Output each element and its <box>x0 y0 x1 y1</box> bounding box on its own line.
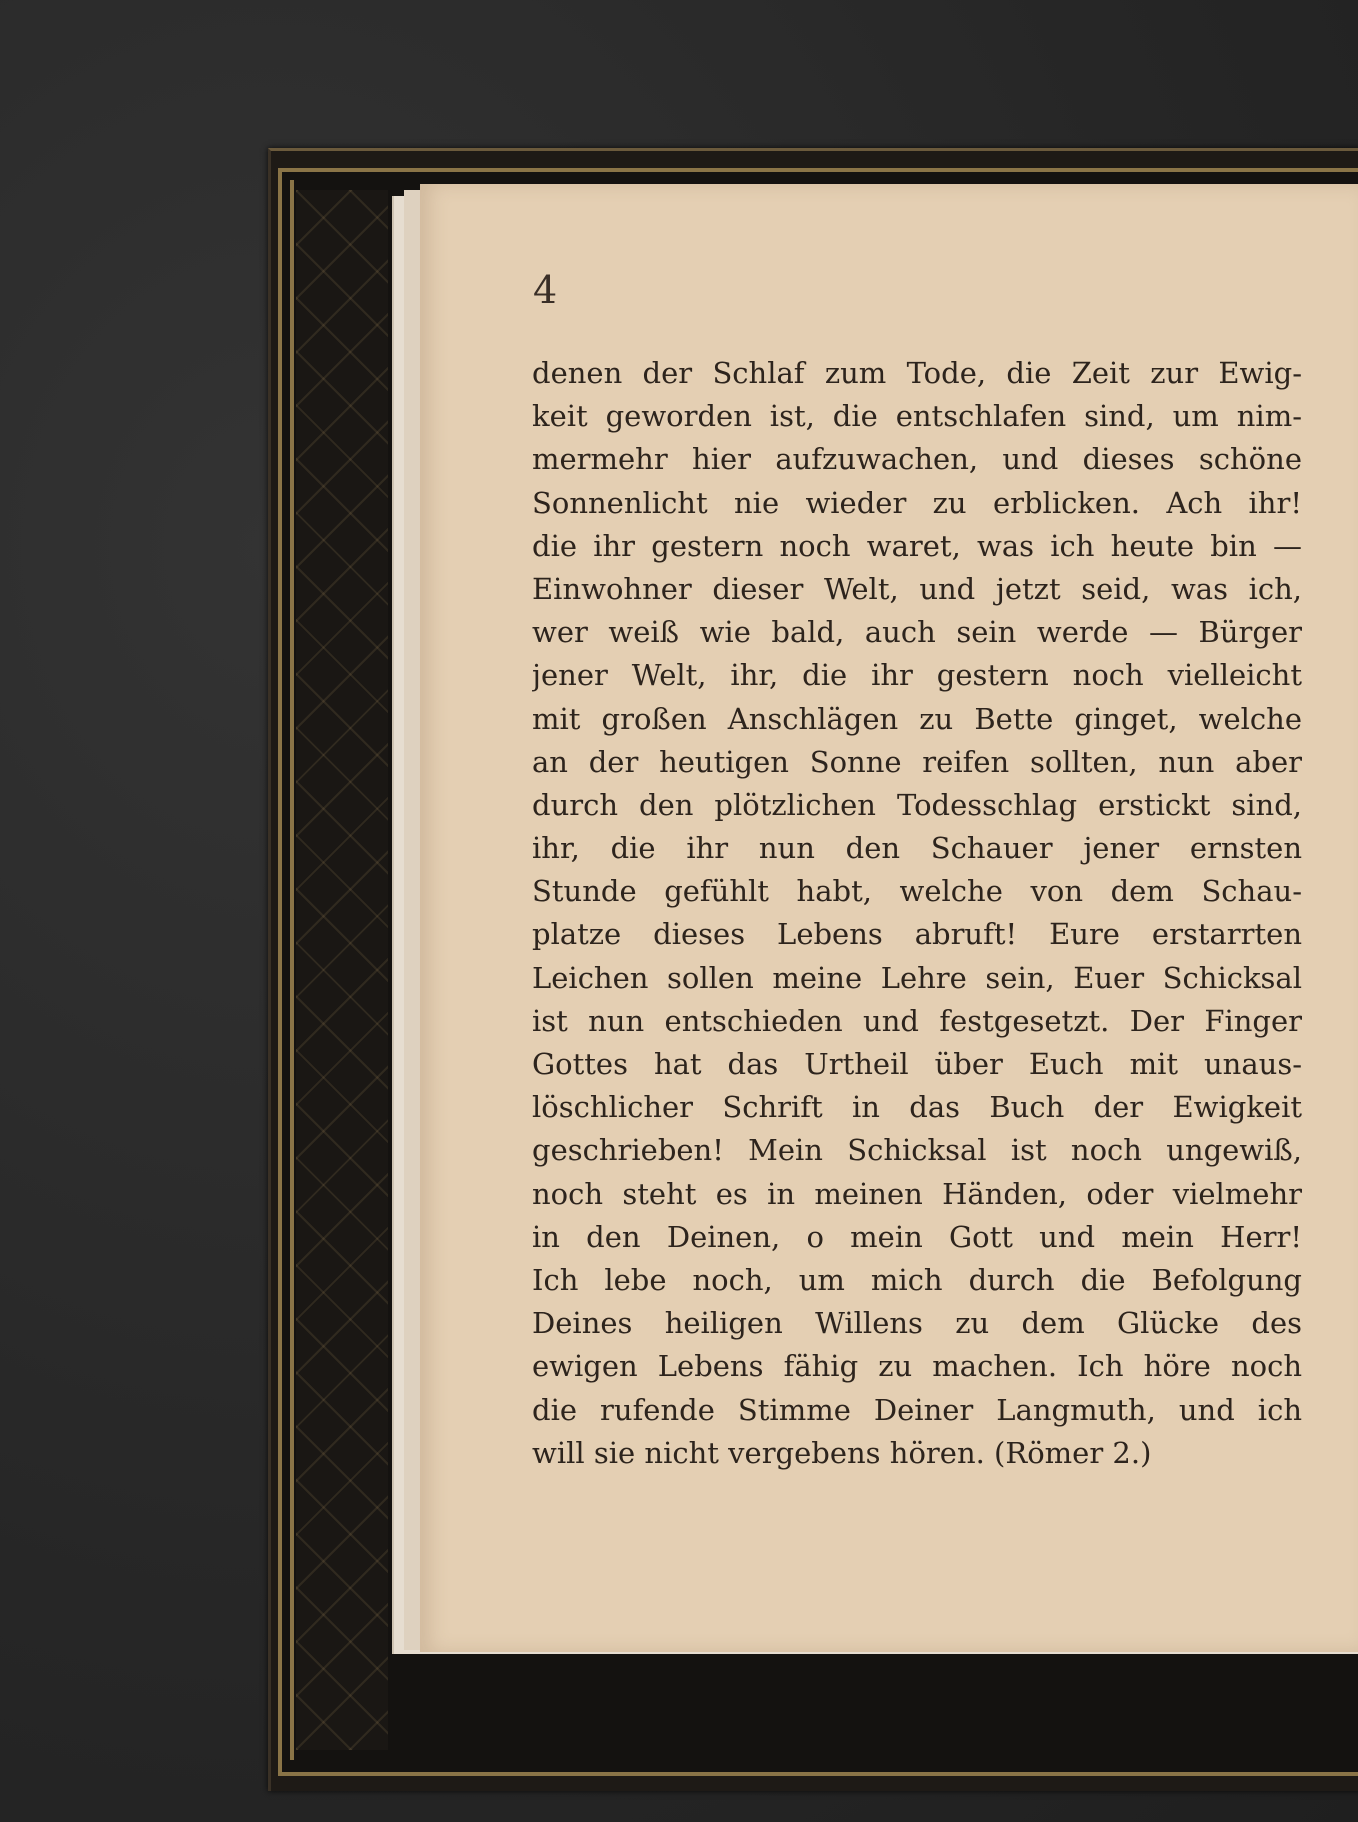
page-number: 4 <box>533 268 558 312</box>
text-line: wer weiß wie bald, auch sein werde — Bürger <box>532 615 1302 650</box>
text-line: Einwohner dieser Welt, und jetzt seid, was ich, <box>532 571 1302 606</box>
text-line: jener Welt, ihr, die ihr gestern noch vielleicht <box>532 658 1302 693</box>
text-line: an der heutigen Sonne reifen sollten, nun aber <box>532 744 1302 779</box>
text-line: mit großen Anschlägen zu Bette ginget, welche <box>532 701 1302 736</box>
text-line: will sie nicht vergebens hören. (Römer 2.) <box>532 1435 1152 1470</box>
cover-ornament-pattern <box>296 190 388 1750</box>
text-line: ewigen Lebens fähig zu machen. Ich höre noch <box>532 1349 1302 1384</box>
text-line: in den Deinen, o mein Gott und mein Herr! <box>532 1219 1302 1254</box>
text-line: durch den plötzlichen Todesschlag erstickt sind, <box>532 787 1302 822</box>
text-line: Stunde gefühlt habt, welche von dem Schau- <box>532 874 1302 909</box>
text-line: ist nun entschieden und festgesetzt. Der Finger <box>532 1003 1302 1038</box>
text-line: noch steht es in meinen Händen, oder vielmehr <box>532 1176 1302 1211</box>
text-line: platze dieses Lebens abruft! Eure erstarrten <box>532 917 1302 952</box>
text-line: ihr, die ihr nun den Schauer jener ernsten <box>532 831 1302 866</box>
text-line: mermehr hier aufzuwachen, und dieses schöne <box>532 442 1302 477</box>
text-line: Deines heiligen Willens zu dem Glücke des <box>532 1306 1302 1341</box>
text-line: Leichen sollen meine Lehre sein, Euer Schicksal <box>532 960 1302 995</box>
text-line: denen der Schlaf zum Tode, die Zeit zur Ewig- <box>532 356 1302 390</box>
text-line: Sonnenlicht nie wieder zu erblicken. Ach ihr! <box>532 485 1302 520</box>
text-line: löschlicher Schrift in das Buch der Ewigkeit <box>532 1090 1302 1125</box>
text-line: die ihr gestern noch waret, was ich heute bin — <box>532 528 1302 563</box>
text-line: keit geworden ist, die entschlafen sind, um nim- <box>532 399 1302 434</box>
text-line: die rufende Stimme Deiner Langmuth, und ich <box>532 1392 1302 1427</box>
gilt-border-line <box>290 180 294 1760</box>
page-text <box>532 352 1302 1475</box>
text-line: Gottes hat das Urtheil über Euch mit unaus- <box>532 1047 1302 1081</box>
text-line: geschrieben! Mein Schicksal ist noch ungewiß, <box>532 1133 1302 1168</box>
text-line: Ich lebe noch, um mich durch die Befolgung <box>532 1262 1302 1297</box>
